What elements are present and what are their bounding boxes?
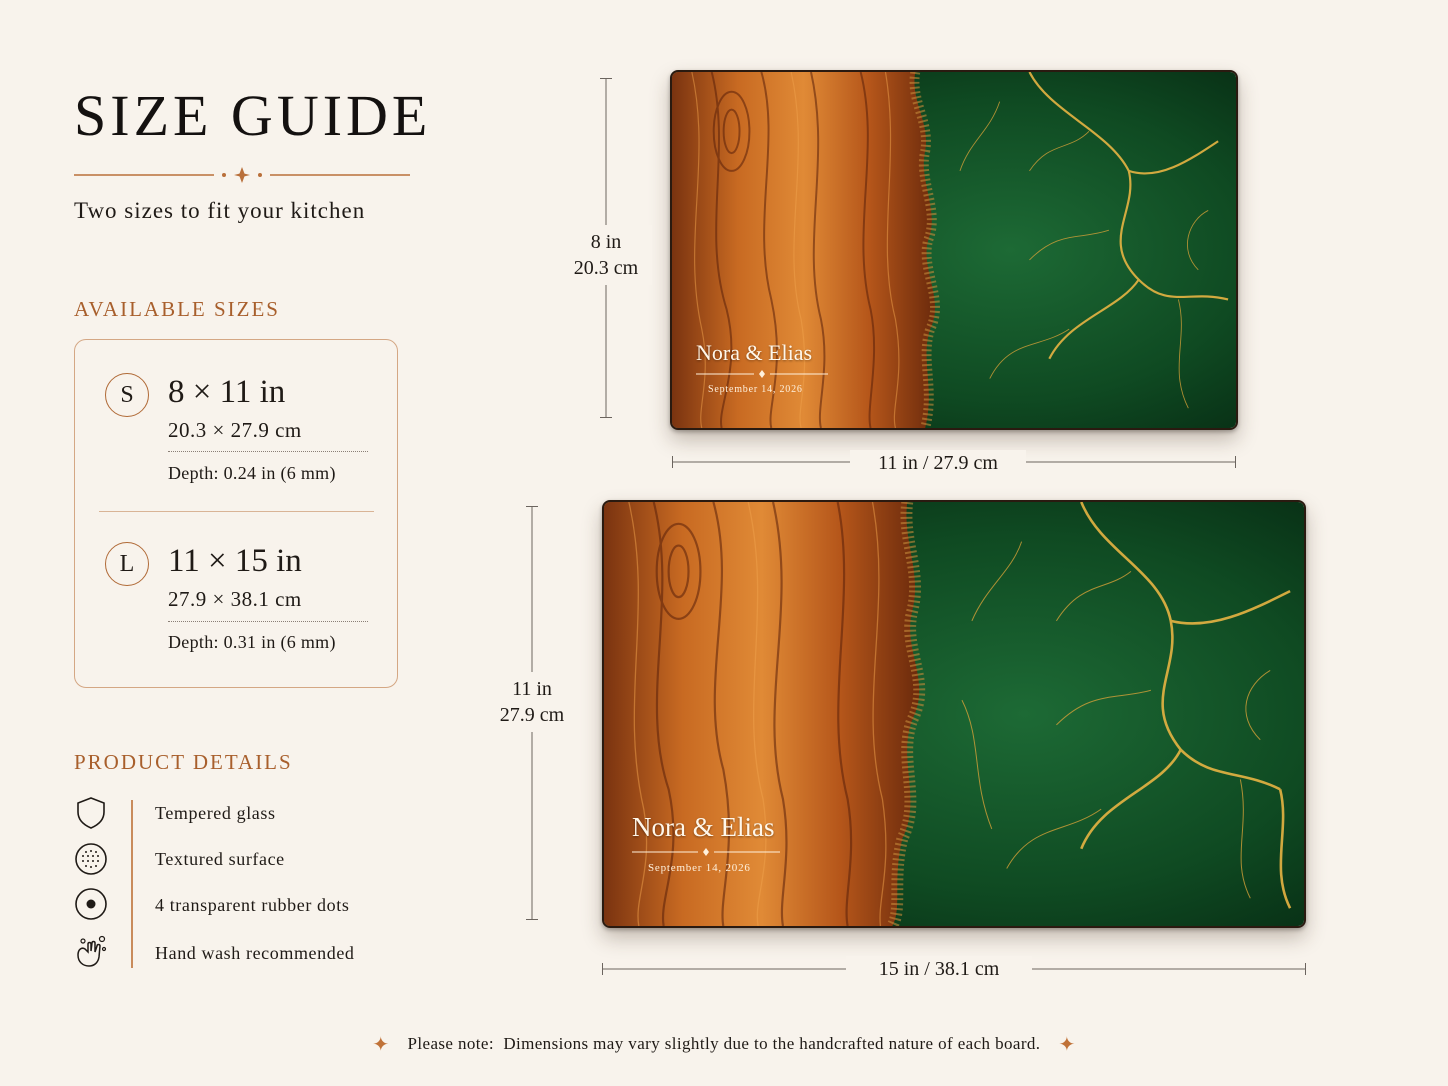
height-label-small: [560, 225, 652, 285]
size-metric: 27.9 × 38.1 cm: [168, 587, 302, 611]
size-imperial: 8 × 11 in: [168, 374, 286, 410]
note-text: Dimensions may vary slightly due to the handcrafted nature of each board.: [503, 1034, 1041, 1053]
board-small-image: [670, 70, 1238, 430]
size-depth: Depth: 0.31 in (6 mm): [168, 632, 336, 652]
detail-label: Textured surface: [155, 849, 285, 869]
detail-label: Tempered glass: [155, 803, 276, 823]
page-title: SIZE GUIDE: [74, 83, 432, 148]
dotted-divider: [168, 621, 368, 622]
size-badge: L: [105, 542, 149, 586]
width-label-small: 11 in / 27.9 cm: [850, 450, 1026, 476]
textured-circle-icon: [74, 842, 108, 876]
engraved-date: September 14, 2026: [648, 862, 751, 874]
height-inches: 11 in: [512, 678, 552, 700]
engraved-names: Nora & Elias: [696, 340, 813, 365]
height-cm: 27.9 cm: [499, 704, 565, 726]
engraved-date: September 14, 2026: [708, 384, 803, 395]
sparkle-icon: ✦: [372, 1034, 390, 1056]
size-metric: 20.3 × 27.9 cm: [168, 418, 302, 442]
ornament-divider: [74, 164, 410, 186]
card-separator: [99, 511, 374, 512]
size-imperial: 11 × 15 in: [168, 543, 302, 579]
names-divider: [632, 848, 780, 856]
height-inches: 8 in: [590, 231, 622, 253]
board-large-image: [602, 500, 1306, 928]
sizes-card: [74, 339, 398, 688]
detail-label: Hand wash recommended: [155, 943, 355, 963]
dotted-divider: [168, 451, 368, 452]
hand-wash-icon: [74, 935, 108, 969]
available-sizes-heading: AVAILABLE SIZES: [74, 297, 280, 321]
details-vertical-rule: [131, 800, 133, 968]
width-label-large: 15 in / 38.1 cm: [846, 956, 1032, 982]
names-divider: [696, 370, 828, 378]
sparkle-icon: ✦: [1058, 1034, 1076, 1056]
page-subtitle: Two sizes to fit your kitchen: [74, 198, 366, 223]
height-label-large: [486, 672, 578, 732]
height-cm: 20.3 cm: [573, 257, 639, 279]
note-prefix: Please note:: [407, 1034, 494, 1053]
rubber-dot-icon: [74, 887, 108, 921]
size-badge: S: [105, 373, 149, 417]
shield-icon: [74, 796, 108, 830]
product-details-heading: PRODUCT DETAILS: [74, 750, 293, 774]
engraved-names: Nora & Elias: [632, 812, 775, 842]
footer-note: [0, 1032, 1448, 1057]
detail-label: 4 transparent rubber dots: [155, 895, 350, 915]
size-depth: Depth: 0.24 in (6 mm): [168, 463, 336, 483]
